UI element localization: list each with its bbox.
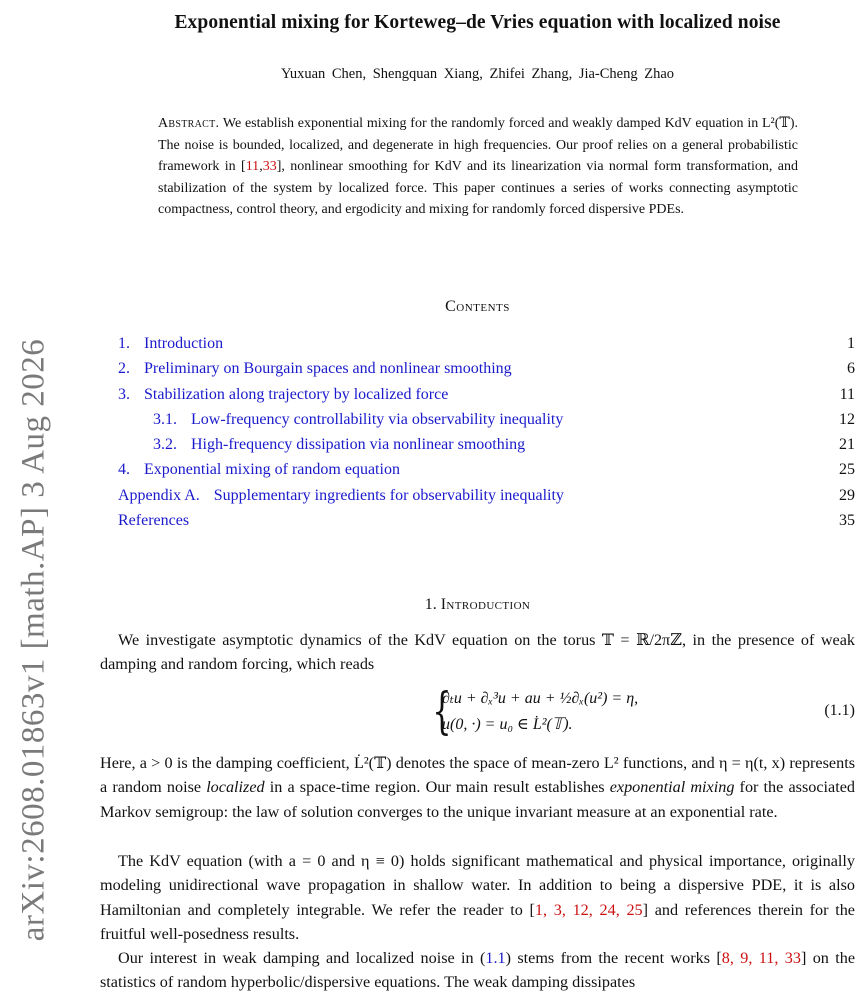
- toc-entry[interactable]: [118, 461, 855, 486]
- arxiv-identifier: arXiv:2608.01863v1 [math.AP] 3 Aug 2026: [15, 338, 52, 942]
- toc-page-number: 29: [839, 486, 855, 504]
- citation-link[interactable]: 8, 9, 11, 33: [721, 949, 801, 967]
- toc-link[interactable]: 3.2. High-frequency dissipation via nonlinear smoothing: [153, 436, 526, 454]
- equation-line: ∂ₜu + ∂ₓ³u + au + ½∂ₓ(u²) = η,: [442, 690, 639, 707]
- toc-link[interactable]: 3.1. Low-frequency controllability via observability inequality: [153, 410, 564, 428]
- emphasis: exponential mixing: [609, 778, 735, 797]
- toc-link[interactable]: 2. Preliminary on Bourgain spaces and nonlinear smoothing: [118, 360, 512, 378]
- toc-link[interactable]: 1. Introduction: [118, 335, 224, 352]
- toc-page-number: 12: [839, 410, 855, 428]
- toc-subentry[interactable]: [118, 436, 855, 461]
- abstract-text-2: ], nonlinear smoothing for KdV and its linearization via normal form transformation, and stabilization of the system by localized force. This paper continues a series of works connecting asymptotic compactness, control theory, and ergodicity and mixing for randomly forced dispersive PDEs.: [158, 159, 798, 218]
- toc-page-number: 25: [839, 461, 855, 479]
- toc-link[interactable]: 4. Exponential mixing of random equation: [118, 461, 400, 479]
- arxiv-sidebar: [0, 0, 60, 1000]
- toc-entry[interactable]: [118, 335, 855, 360]
- section-number: 1.: [424, 596, 437, 613]
- equation-body: [442, 686, 638, 738]
- emphasis: localized: [206, 778, 265, 797]
- toc-page-number: 35: [839, 512, 855, 530]
- toc-page-number: 1: [847, 335, 855, 352]
- author-list: Yuxuan Chen, Shengquan Xiang, Zhifei Zhang, Jia-Cheng Zhao: [280, 66, 675, 82]
- equation-1-1: [100, 684, 855, 744]
- toc-page-number: 6: [847, 360, 855, 378]
- toc-entry[interactable]: [118, 386, 855, 411]
- contents-heading: Contents: [445, 298, 510, 315]
- citation-link[interactable]: 11: [245, 159, 260, 175]
- citation-link[interactable]: 33: [262, 159, 277, 175]
- toc-entry[interactable]: [118, 487, 855, 512]
- paragraph-intro: We investigate asymptotic dynamics of the KdV equation on the torus 𝕋 = ℝ/2πℤ, in the presence of weak damping and random forcing, which reads: [100, 631, 855, 674]
- paper-title: Exponential mixing for Korteweg–de Vries equation with localized noise: [174, 12, 781, 33]
- equation-brace: {: [432, 682, 452, 740]
- citation-link[interactable]: 1, 3, 12, 24, 25: [534, 900, 643, 919]
- toc-subentry[interactable]: [118, 411, 855, 436]
- toc-page-number: 21: [839, 436, 855, 454]
- citation-separator: ,: [259, 159, 263, 175]
- equation-line: u(0, ·) = u₀ ∈ L̇²(𝕋).: [442, 716, 573, 733]
- paragraph-kdv: The KdV equation (with a = 0 and η ≡ 0) holds significant mathematical and physical importance, originally modeling unidirectional wave propagation in shallow water. In addition to being a dispersive PDE, it is also Hamiltonian and completely integrable. We refer the reader to [1, 3, 12, 24, 25] and references therein for the fruitful well-posedness results.: [100, 852, 855, 944]
- equation-tag: (1.1): [824, 702, 855, 719]
- toc-entry[interactable]: [118, 360, 855, 385]
- abstract-label: Abstract.: [158, 116, 220, 131]
- toc-page-number: 11: [839, 385, 855, 403]
- toc-link[interactable]: Appendix A. Supplementary ingredients for observability inequality: [118, 486, 564, 504]
- table-of-contents: [118, 335, 855, 537]
- toc-link[interactable]: References: [118, 512, 190, 530]
- abstract: [158, 113, 798, 221]
- section-heading: [100, 596, 855, 614]
- paragraph-interest: Our interest in weak damping and localized noise in (1.1) stems from the recent works [8, 9, 11, 33] on the statistics of random hyperbolic/dispersive equations. The weak damping dissipates: [100, 949, 856, 992]
- section-title: Introduction: [440, 596, 531, 613]
- abstract-text-1: We establish exponential mixing for the randomly forced and weakly damped KdV equation in L²(𝕋). The noise is bounded, localized, and degenerate in high frequencies. Our proof relies on a general probabilistic framework in [: [158, 116, 798, 175]
- paragraph-main-result: Here, a > 0 is the damping coefficient, L̇²(𝕋) denotes the space of mean-zero L² functions, and η = η(t, x) represents a random noise localized in a space-time region. Our main result establishes exponential mixing for the associated Markov semigroup: the law of solution converges to the unique invariant measure at an exponential rate.: [100, 754, 855, 821]
- toc-link[interactable]: 3. Stabilization along trajectory by localized force: [118, 385, 449, 403]
- toc-entry[interactable]: [118, 512, 855, 537]
- equation-ref-link[interactable]: 1.1: [485, 949, 506, 967]
